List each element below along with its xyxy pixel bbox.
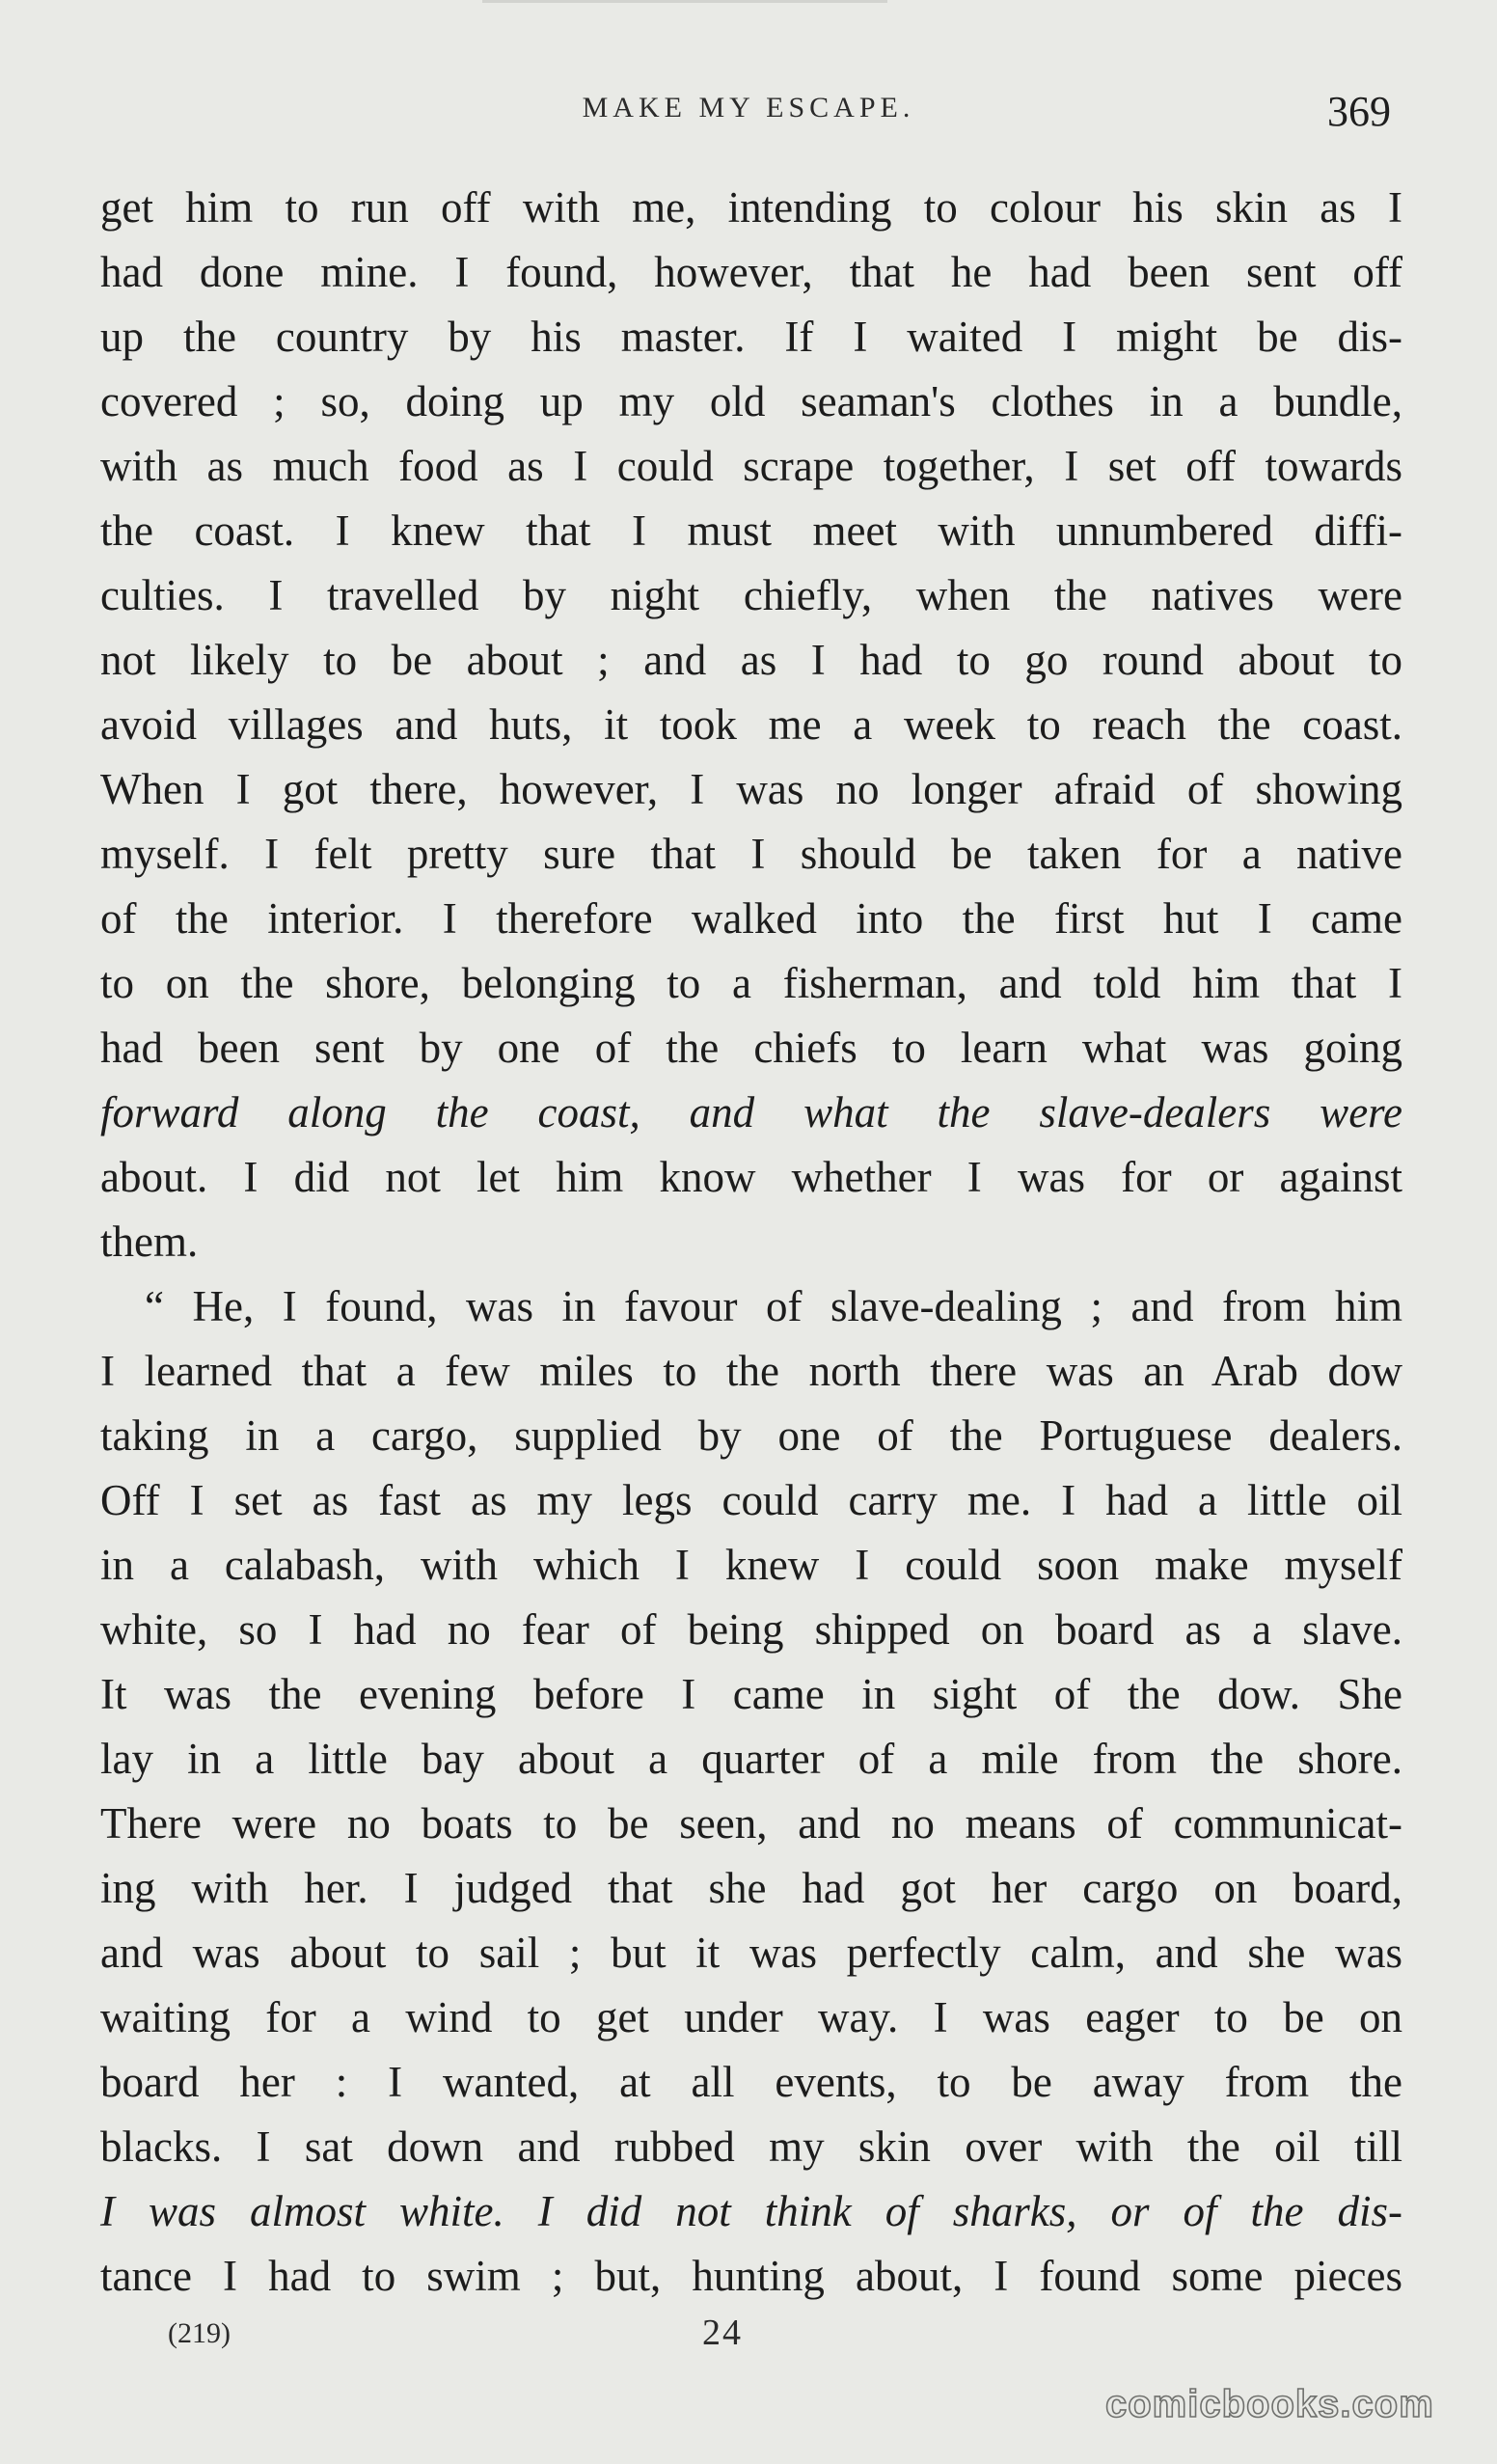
- text-line: There were no boats to be seen, and no means of communicat-: [100, 1799, 1402, 1848]
- signature-mark: 24: [702, 2313, 743, 2353]
- text-line: I learned that a few miles to the north there was an Arab dow: [100, 1347, 1402, 1395]
- text-line: It was the evening before I came in sight of the dow. She: [100, 1670, 1402, 1718]
- text-line: get him to run off with me, intending to colour his skin as I: [100, 183, 1402, 232]
- page-number: 369: [1327, 88, 1391, 135]
- site-watermark: comicbooks.com: [1105, 2383, 1434, 2425]
- text-line: had done mine. I found, however, that he had been sent off: [100, 248, 1402, 296]
- text-line: “ He, I found, was in favour of slave-dealing ; and from him: [145, 1282, 1402, 1330]
- text-line: lay in a little bay about a quarter of a mile from the shore.: [100, 1735, 1402, 1783]
- text-line: blacks. I sat down and rubbed my skin over with the oil till: [100, 2122, 1402, 2171]
- text-line: culties. I travelled by night chiefly, when the natives were: [100, 571, 1402, 619]
- text-line: Off I set as fast as my legs could carry me. I had a little oil: [100, 1476, 1402, 1524]
- text-line: I was almost white. I did not think of sharks, or of the dis-: [100, 2187, 1402, 2235]
- text-line: of the interior. I therefore walked into the first hut I came: [100, 894, 1402, 943]
- text-line: ing with her. I judged that she had got her cargo on board,: [100, 1864, 1402, 1912]
- text-line: When I got there, however, I was no longer afraid of showing: [100, 765, 1402, 813]
- text-line: had been sent by one of the chiefs to learn what was going: [100, 1024, 1402, 1072]
- text-line: them.: [100, 1218, 199, 1266]
- text-line: not likely to be about ; and as I had to go round about to: [100, 636, 1402, 684]
- text-line: and was about to sail ; but it was perfectly calm, and she was: [100, 1929, 1402, 1977]
- text-line: in a calabash, with which I knew I could soon make myself: [100, 1541, 1402, 1589]
- text-line: forward along the coast, and what the slave-dealers were: [100, 1088, 1402, 1136]
- running-head: MAKE MY ESCAPE.: [582, 92, 915, 123]
- text-line: myself. I felt pretty sure that I should be taken for a native: [100, 830, 1402, 878]
- sheet-number: (219): [168, 2317, 231, 2349]
- text-line: taking in a cargo, supplied by one of the Portuguese dealers.: [100, 1411, 1402, 1460]
- text-line: tance I had to swim ; but, hunting about, I found some pieces: [100, 2252, 1402, 2300]
- text-line: waiting for a wind to get under way. I was eager to be on: [100, 1993, 1402, 2041]
- text-line: white, so I had no fear of being shipped on board as a slave.: [100, 1605, 1402, 1654]
- text-line: to on the shore, belonging to a fisherman, and told him that I: [100, 959, 1402, 1007]
- body-text: [100, 176, 1402, 2309]
- text-line: the coast. I knew that I must meet with unnumbered diffi-: [100, 506, 1402, 555]
- text-line: avoid villages and huts, it took me a week to reach the coast.: [100, 700, 1402, 749]
- text-line: about. I did not let him know whether I was for or against: [100, 1153, 1402, 1201]
- top-edge-rule: [482, 0, 887, 3]
- text-line: with as much food as I could scrape together, I set off towards: [100, 442, 1402, 490]
- text-line: board her : I wanted, at all events, to be away from the: [100, 2058, 1402, 2106]
- text-line: up the country by his master. If I waited I might be dis-: [100, 313, 1402, 361]
- text-line: covered ; so, doing up my old seaman's clothes in a bundle,: [100, 377, 1402, 425]
